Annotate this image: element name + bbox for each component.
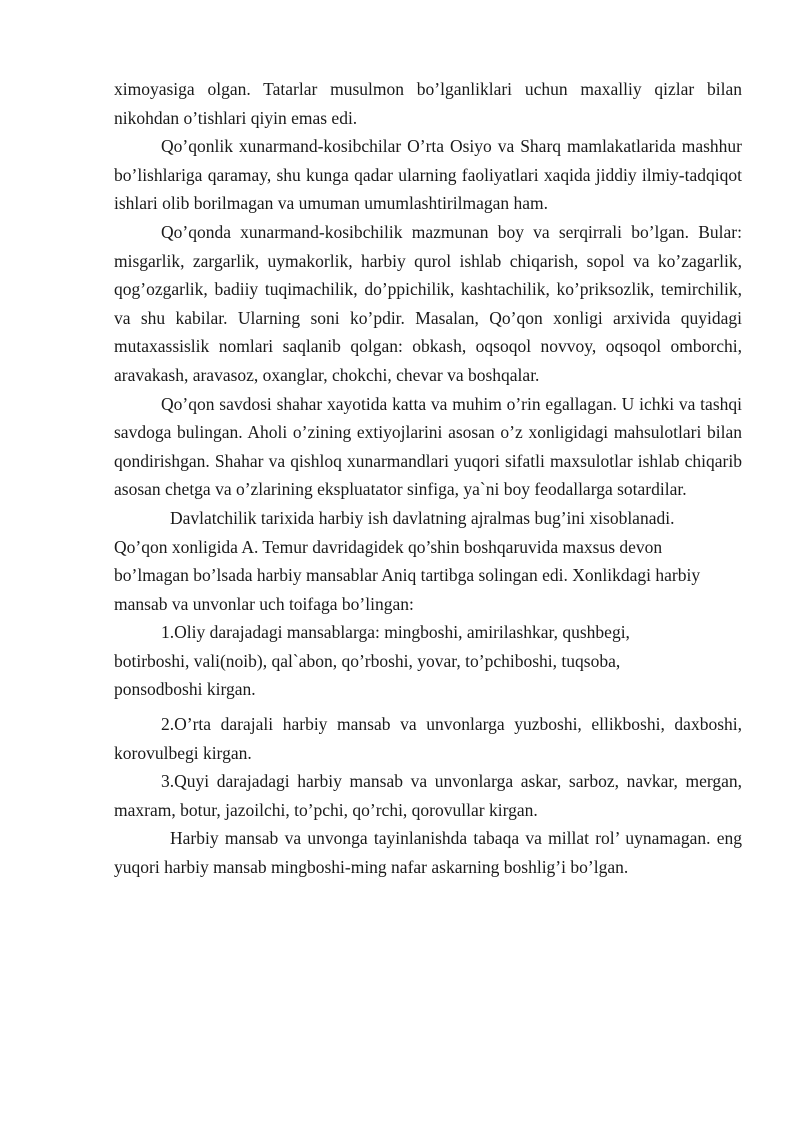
paragraph-crafts-list: Qo’qonda xunarmand-kosibchilik mazmunan boy va serqirrali bo’lgan. Bular: misgarlik, zargarlik, uymakorlik, harbiy qurol ishlab chiqarish, sopol va ko’zagarlik, qog’ozgarlik, badiiy tuqimachilik, do’ppichilik, kashtachilik, ko’priksozlik, temirchilik, va shu kabilar. Ularning soni ko’pdir. Masalan, Qo’qon xonligi arxivida quyidagi mutaxassislik nomlari saqlanib qolgan: obkash, oqsoqol novvoy, oqsoqol omborchi, aravakash, aravasoz, oxanglar, chokchi, chevar va boshqalar. [114,221,742,385]
document-body [114,75,742,882]
paragraph-trade: Qo’qon savdosi shahar xayotida katta va muhim o’rin egallagan. U ichki va tashqi savdoga bulingan. Aholi o’zining extiyojlarini asosan o’z xonligidagi mahsulotlari bilan qondirishgan. Shahar va qishloq xunarmandlari yuqori sifatli maxsulotlar ishlab chiqarib asosan chetga va o’zlarining ekspluatator sinfiga, ya`ni boy feodallarga sotardilar. [114,393,742,500]
paragraph-appointment: Harbiy mansab va unvonga tayinlanishda tabaqa va millat rol’ uynamagan. eng yuqori harbiy mansab mingboshi-ming nafar askarning boshlig’i bo’lgan. [114,828,742,878]
paragraph-military-ranks-intro: Davlatchilik tarixida harbiy ish davlatning ajralmas bug’ini xisoblanadi. Qo’qon xonligida A. Temur davridagidek qo’shin boshqaruvida maxsus devon bo’lmagan bo’lsada harbiy mansablar Aniq tartibga solingan edi. Xonlikdagi harbiy mansab va unvonlar uch toifaga bo’lingan: [114,507,701,614]
paragraph-artisans-research: Qo’qonlik xunarmand-kosibchilar O’rta Osiyo va Sharq mamlakatlarida mashhur bo’lishlariga qaramay, shu kunga qadar ularning faoliyatlari xaqida jiddiy ilmiy-tadqiqot ishlari olib borilmagan va umuman umumlashtirilmagan ham. [114,136,742,214]
paragraph-rank-high: 1.Oliy darajadagi mansablarga: mingboshi, amirilashkar, qushbegi, botirboshi, vali(noib), qal`abon, qo’rboshi, yovar, to’pchiboshi, tuqsoba, ponsodboshi kirgan. [114,622,630,700]
paragraph-continuation: ximoyasiga olgan. Tatarlar musulmon bo’lganliklari uchun maxalliy qizlar bilan nikohdan o’tishlari qiyin emas edi. [114,79,742,128]
paragraph-rank-middle: 2.O’rta darajali harbiy mansab va unvonlarga yuzboshi, ellikboshi, daxboshi, korovulbegi kirgan. [114,714,742,763]
paragraph-rank-low: 3.Quyi darajadagi harbiy mansab va unvonlarga askar, sarboz, navkar, mergan, maxram, botur, jazoilchi, to’pchi, qo’rchi, qorovullar kirgan. [114,771,742,820]
